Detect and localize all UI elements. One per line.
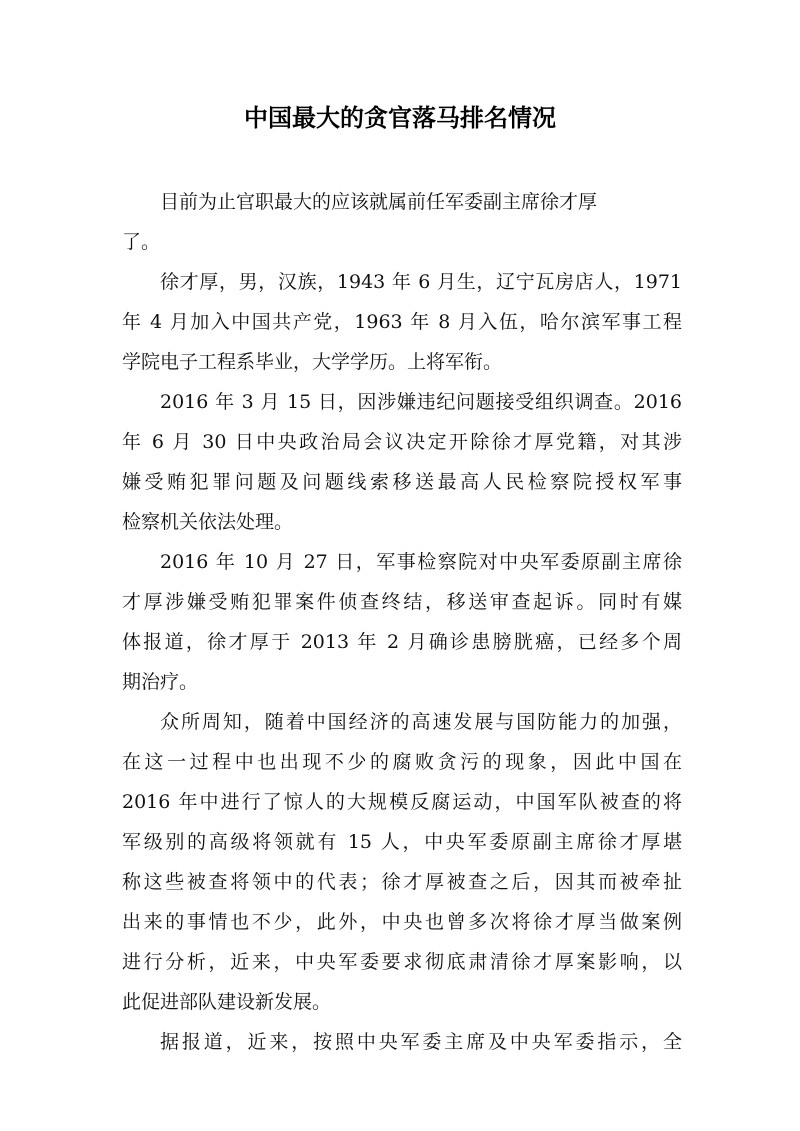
document-title: 中国最大的贪官落马排名情况 [244, 104, 556, 132]
paragraph-5 [122, 702, 682, 1022]
text-line: 进行分析，近来，中央军委要求彻底肃清徐才厚案影响，以 [122, 951, 682, 973]
paragraph-1 [122, 182, 682, 262]
paragraph-3 [122, 382, 682, 542]
text-line: 徐才厚，男，汉族，1943 年 6 月生，辽宁瓦房店人，1971 [160, 271, 682, 293]
text-line: 此促进部队建设新发展。 [122, 991, 332, 1013]
text-line: 众所周知，随着中国经济的高速发展与国防能力的加强， [160, 711, 682, 733]
text-line: 年 6 月 30 日中央政治局会议决定开除徐才厚党籍，对其涉 [122, 431, 682, 453]
text-line: 据报道，近来，按照中央军委主席及中央军委指示，全 [160, 1031, 682, 1053]
text-line: 学院电子工程系毕业，大学学历。上将军衔。 [122, 351, 503, 373]
text-line: 2016 年 10 月 27 日，军事检察院对中央军委原副主席徐 [160, 551, 682, 573]
text-line: 出来的事情也不少，此外，中央也曾多次将徐才厚当做案例 [122, 911, 682, 933]
paragraph-6 [122, 1022, 682, 1062]
text-line: 才厚涉嫌受贿犯罪案件侦查终结，移送审查起诉。同时有媒 [122, 591, 682, 613]
text-line: 体报道，徐才厚于 2013 年 2 月确诊患膀胱癌，已经多个周 [122, 631, 682, 653]
text-line: 军级别的高级将领就有 15 人，中央军委原副主席徐才厚堪 [122, 831, 682, 853]
text-line: 2016 年 3 月 15 日，因涉嫌违纪问题接受组织调查。2016 [160, 391, 682, 413]
text-line: 了。 [122, 231, 161, 253]
text-line: 在这一过程中也出现不少的腐败贪污的现象，因此中国在 [122, 751, 682, 773]
text-line: 检察机关依法处理。 [122, 511, 294, 533]
text-line: 期治疗。 [122, 671, 199, 693]
text-line: 目前为止官职最大的应该就属前任军委副主席徐才厚 [160, 191, 598, 213]
text-line: 称这些被查将领中的代表；徐才厚被查之后，因其而被牵扯 [122, 871, 682, 893]
text-line: 嫌受贿犯罪问题及问题线索移送最高人民检察院授权军事 [122, 471, 682, 493]
paragraph-2 [122, 262, 682, 382]
text-line: 2016 年中进行了惊人的大规模反腐运动，中国军队被查的将 [122, 791, 682, 813]
paragraph-4 [122, 542, 682, 702]
document-body [122, 182, 682, 1062]
text-line: 年 4 月加入中国共产党，1963 年 8 月入伍，哈尔滨军事工程 [122, 311, 682, 333]
